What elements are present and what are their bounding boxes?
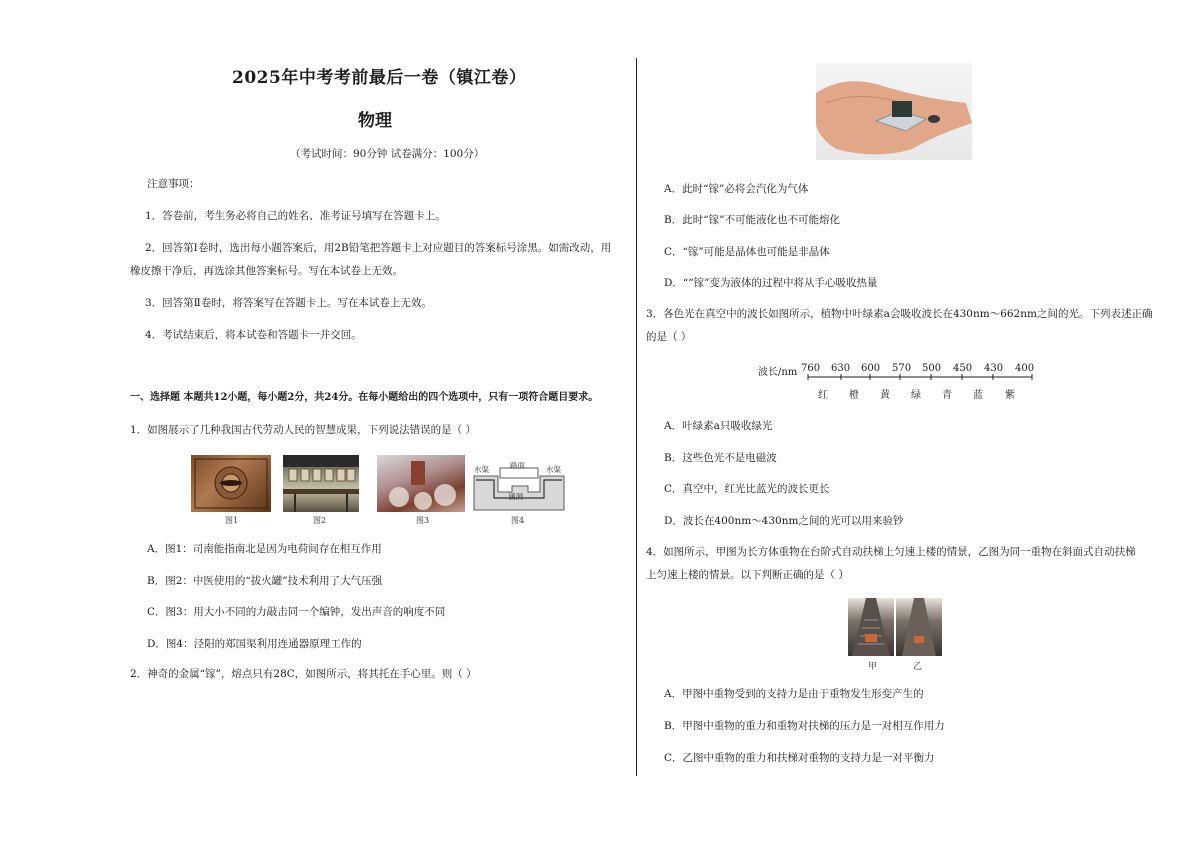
q1-option-c: C．图3：用大小不同的力敲击同一个编钟，发出声音的响度不同 [147, 606, 446, 618]
column-divider [636, 58, 637, 776]
fig3-caption: 图3 [416, 516, 430, 525]
fig2-cupping-image [283, 455, 359, 512]
color-label: 绿 [911, 390, 921, 401]
wavelength-tick-label: 630 [831, 363, 851, 374]
color-label: 橙 [849, 390, 859, 401]
escalator-jia-caption: 甲 [868, 662, 878, 672]
fig2-caption: 图2 [313, 516, 327, 525]
color-label: 黄 [880, 390, 890, 401]
wavelength-tick-label: 500 [922, 363, 942, 374]
q1-option-d: D．图4：泾阳的郑国渠利用连通器原理工作的 [147, 638, 362, 650]
q3-option-d: D．波长在400nm～430nm之间的光可以用来验钞 [664, 515, 904, 527]
note-item: 4．考试结束后，将本试卷和答题卡一并交回。 [145, 329, 362, 341]
wavelength-tick-label: 400 [1015, 363, 1035, 374]
fig3-bell-image [377, 455, 465, 512]
q2-option-d: D．“”镓”变为液体的过程中将从手心吸收热量 [664, 277, 878, 289]
wavelength-tick-label: 570 [892, 363, 912, 374]
q4-option-a: A．甲图中重物受到的支持力是由于重物发生形变产生的 [664, 688, 924, 700]
q2-option-c: C．“镓”可能是晶体也可能是非晶体 [664, 246, 830, 258]
escalator-yi-caption: 乙 [913, 662, 923, 672]
q4-stem: 4．如图所示，甲图为长方体重物在台阶式自动扶梯上匀速上楼的情景，乙图为同一重物在斜面式自动扶梯 [646, 546, 1136, 558]
q3-option-b: B．这些色光不是电磁波 [664, 452, 777, 464]
page-title: 2025年中考考前最后一卷（镇江卷） [232, 68, 527, 88]
fig1-compass-image [191, 455, 271, 512]
q2-option-a: A．此时“镓”必将会汽化为气体 [664, 183, 809, 195]
q2-option-b: B．此时“镓”不可能液化也不可能熔化 [664, 214, 840, 226]
color-label: 蓝 [973, 390, 983, 401]
fig1-caption: 图1 [225, 516, 239, 525]
fig4-label-water-right: 水渠 [546, 465, 561, 474]
q3-stem-cont: 的是（ ） [646, 331, 692, 343]
subject-title: 物理 [358, 111, 392, 131]
q1-option-a: A．图1：司南能指南北是因为电荷间存在相互作用 [147, 543, 382, 555]
escalator-jia-image [848, 598, 894, 656]
q2-stem: 2．神奇的金属“镓”，熔点只有28C，如图所示，将其托在手心里。则（ ） [130, 668, 477, 680]
fig4-label-road: 路面 [510, 461, 525, 470]
note-item: 橡皮擦干净后，再选涂其他答案标号。写在本试卷上无效。 [130, 265, 403, 277]
color-label: 青 [942, 390, 952, 401]
wavelength-tick-label: 600 [861, 363, 881, 374]
wavelength-scale-label: 波长/nm [758, 367, 798, 378]
q2-hand-image [816, 63, 972, 160]
escalator-yi-image [896, 598, 942, 656]
fig4-caption: 图4 [511, 516, 525, 525]
notes-heading: 注意事项： [147, 178, 200, 190]
wavelength-tick-label: 430 [984, 363, 1004, 374]
q1-option-b: B．图2：中医使用的“拔火罐”技术利用了大气压强 [147, 575, 383, 587]
q3-option-a: A．叶绿素a只吸收绿光 [664, 420, 773, 432]
wavelength-tick-label: 760 [801, 363, 821, 374]
color-label: 紫 [1005, 390, 1015, 401]
q4-option-b: B．甲图中重物的重力和重物对扶梯的压力是一对相互作用力 [664, 720, 945, 732]
fig4-label-culvert: 涵洞 [508, 492, 523, 501]
wavelength-tick-label: 450 [953, 363, 973, 374]
note-item: 2．回答第Ⅰ卷时，选出每小题答案后，用2B铅笔把答题卡上对应题目的答案标号涂黑。如需改动，用 [145, 242, 612, 254]
note-item: 1．答卷前，考生务必将自己的姓名、准考证号填写在答题卡上。 [145, 210, 446, 222]
note-item: 3．回答第Ⅱ卷时，将答案写在答题卡上。写在本试卷上无效。 [145, 297, 432, 309]
q1-stem: 1．如图展示了几种我国古代劳动人民的智慧成果，下列说法错误的是（ ） [130, 424, 477, 436]
color-label: 红 [818, 390, 828, 401]
q4-option-c: C．乙图中重物的重力和扶梯对重物的支持力是一对平衡力 [664, 752, 935, 764]
section-heading: 一、选择题 本题共12小题，每小题2分，共24分。在每小题给出的四个选项中，只有一项符合题目要求。 [130, 392, 599, 403]
q3-option-c: C．真空中，红光比蓝光的波长更长 [664, 483, 830, 495]
q4-stem-cont: 上匀速上楼的情景。以下判断正确的是（ ） [646, 569, 849, 581]
q3-stem: 3．各色光在真空中的波长如图所示，植物中叶绿素a会吸收波长在430nm～662nm之间的光。下列表述正确 [646, 308, 1153, 320]
fig4-label-water-left: 水渠 [474, 465, 489, 474]
exam-info: （考试时间：90分钟 试卷满分：100分） [290, 148, 485, 160]
